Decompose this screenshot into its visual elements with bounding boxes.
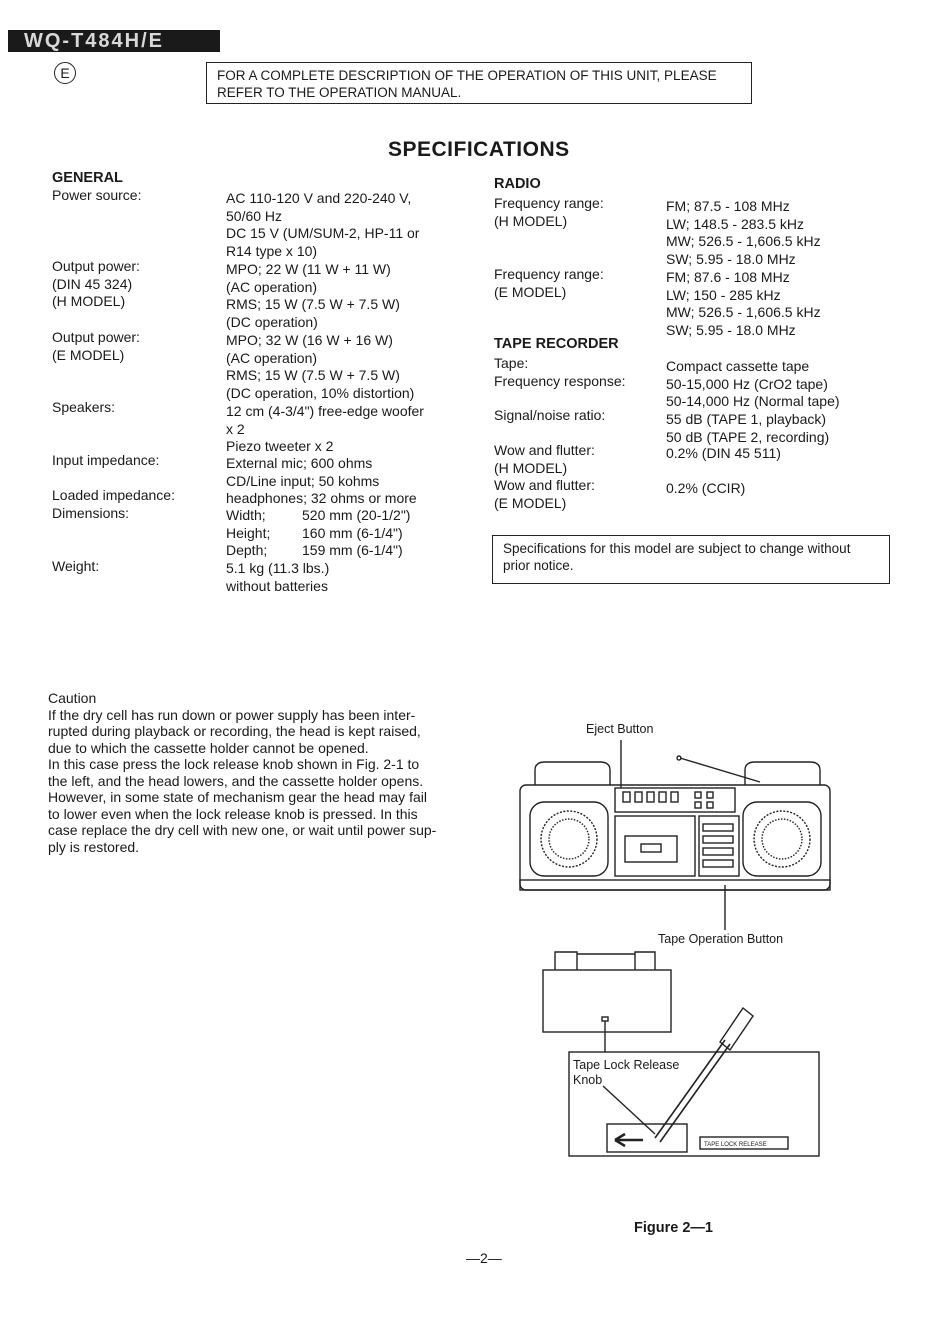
region-badge: E <box>54 62 76 84</box>
deck-closeup <box>543 970 671 1032</box>
tape-recorder-heading: TAPE RECORDER <box>494 336 619 352</box>
spec-value: headphones; 32 ohms or more <box>226 490 417 506</box>
spec-value: MPO; 22 W (11 W + 11 W) (AC operation) RMS; 15 W (7.5 W + 7.5 W) (DC operation) <box>226 261 400 330</box>
boombox-body <box>520 785 830 890</box>
caution-line: If the dry cell has run down or power supply has been inter- <box>48 706 416 723</box>
caution-line: ply is restored. <box>48 838 140 855</box>
caution-line: However, in some state of mechanism gear the head may fail <box>48 789 427 805</box>
tape-lock-release-label: Tape Lock Release Knob <box>573 1058 680 1087</box>
spec-label: Tape: Frequency response: <box>494 355 626 389</box>
caution-line: to lower even when the lock release knob is pressed. In this <box>48 805 418 822</box>
manual-notice-box <box>206 62 752 104</box>
antenna <box>680 758 760 782</box>
caution-line: case replace the dry cell with new one, or wait until power sup- <box>48 822 437 838</box>
spec-label: Wow and flutter: (E MODEL) <box>494 477 595 511</box>
spec-value: 12 cm (4-3/4") free-edge woofer x 2 Piezo tweeter x 2 <box>226 403 424 455</box>
caution-line: In this case press the lock release knob shown in Fig. 2-1 to <box>48 756 420 772</box>
change-notice-box: Specifications for this model are subject to change without prior notice. <box>492 535 890 584</box>
spec-value: 520 mm (20-1/2") 160 mm (6-1/4") 159 mm (6-1/4") <box>302 507 411 559</box>
spec-value: 55 dB (TAPE 1, playback) 50 dB (TAPE 2, recording) <box>666 411 830 445</box>
spec-value: Compact cassette tape 50-15,000 Hz (CrO2 tape) 50-14,000 Hz (Normal tape) <box>666 358 840 410</box>
tape-operation-button-label: Tape Operation Button <box>658 932 784 946</box>
spec-label: Dimensions: <box>52 505 130 521</box>
caution-heading: Caution <box>48 690 97 706</box>
page-number: —2— <box>466 1250 502 1266</box>
spec-value: 5.1 kg (11.3 lbs.) without batteries <box>226 560 330 594</box>
spec-label: Frequency range: (H MODEL) <box>494 195 604 229</box>
page-title: SPECIFICATIONS <box>388 138 570 161</box>
cassette-deck <box>615 816 695 876</box>
spec-label: Frequency range: (E MODEL) <box>494 266 604 300</box>
spec-label: Weight: <box>52 558 100 574</box>
spec-value: MPO; 32 W (16 W + 16 W) (AC operation) RMS; 15 W (7.5 W + 7.5 W) (DC operation, 10% distortion) <box>226 332 415 401</box>
general-heading: GENERAL <box>52 170 123 186</box>
caution-line: the left, and the head lowers, and the cassette holder opens. <box>48 772 424 789</box>
spec-label: Input impedance: <box>52 452 160 468</box>
panel-text: TAPE LOCK RELEASE <box>704 1142 767 1148</box>
spec-label: Output power: (DIN 45 324) (H MODEL) <box>52 258 140 310</box>
spec-value: FM; 87.6 - 108 MHz LW; 150 - 285 kHz MW; 526.5 - 1,606.5 kHz SW; 5.95 - 18.0 MHz <box>666 269 821 338</box>
caution-section <box>48 690 468 855</box>
caution-line: due to which the cassette holder cannot be opened. <box>48 739 369 756</box>
radio-heading: RADIO <box>494 176 541 192</box>
knob-leader-line <box>603 1086 655 1134</box>
screwdriver <box>655 1040 725 1138</box>
spec-label: Speakers: <box>52 399 116 415</box>
spec-value: FM; 87.5 - 108 MHz LW; 148.5 - 283.5 kHz MW; 526.5 - 1,606.5 kHz SW; 5.95 - 18.0 MHz <box>666 198 821 267</box>
spec-label: Loaded impedance: <box>52 487 175 503</box>
eject-button-label: Eject Button <box>586 722 654 736</box>
arrow-icon <box>615 1134 643 1146</box>
spec-label: Wow and flutter: (H MODEL) <box>494 442 595 476</box>
spec-label: Signal/noise ratio: <box>494 407 606 423</box>
spec-label: Output power: (E MODEL) <box>52 329 140 363</box>
spec-value: External mic; 600 ohms CD/Line input; 50 kohms <box>226 455 380 489</box>
spec-value: 0.2% (DIN 45 511) <box>666 445 781 461</box>
spec-label: Power source: <box>52 187 142 203</box>
spec-value: 0.2% (CCIR) <box>666 480 746 496</box>
notice-line: REFER TO THE OPERATION MANUAL. <box>217 85 462 100</box>
model-number-banner: WQ-T484H/E <box>8 30 220 52</box>
spec-value: Width; Height; Depth; <box>226 507 271 559</box>
caution-line: rupted during playback or recording, the head is kept raised, <box>48 723 421 739</box>
figure-caption: Figure 2—1 <box>634 1220 713 1236</box>
left-handle <box>535 762 610 785</box>
notice-line: FOR A COMPLETE DESCRIPTION OF THE OPERATION OF THIS UNIT, PLEASE <box>217 68 717 83</box>
boombox-figure <box>515 740 845 1210</box>
spec-value: AC 110-120 V and 220-240 V, 50/60 Hz DC 15 V (UM/SUM-2, HP-11 or R14 type x 10) <box>226 190 420 259</box>
